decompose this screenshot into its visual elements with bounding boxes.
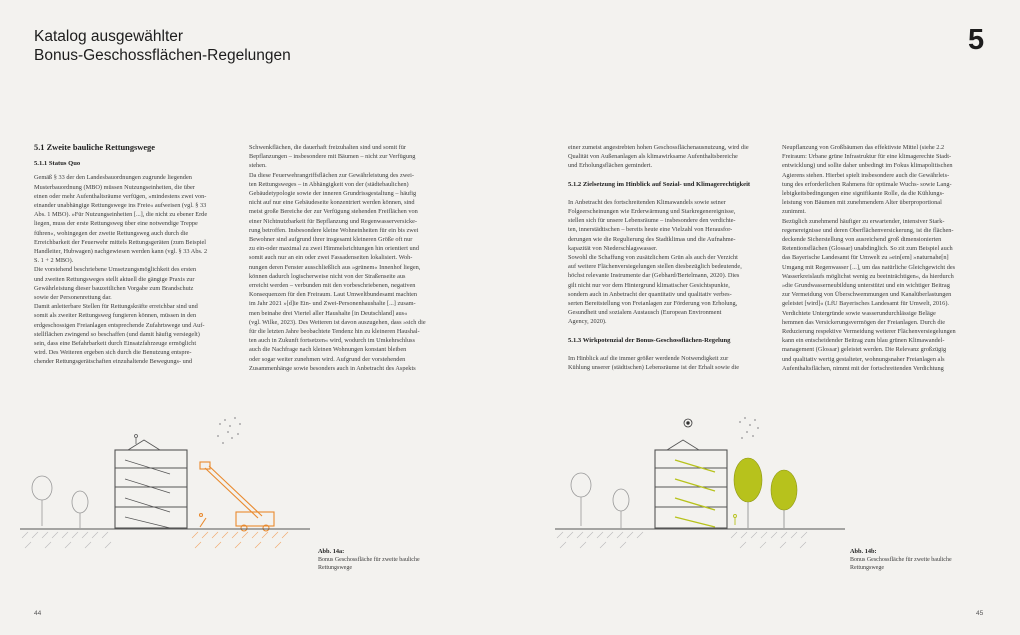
page-title — [34, 27, 291, 65]
column-3-body-c — [568, 354, 780, 372]
text-line: stellen sich für unsere Lebensräume – insbesondere den verdichte- — [568, 217, 736, 225]
text-line: leistung von Bäumen mit zunehmendem Alter überproportional — [782, 199, 942, 207]
text-line: nungen deren Fenster ausschließlich aus »grünem« Innenhof liegen, — [249, 263, 421, 271]
text-line: Reduzierung respektive Vermeidung weiterer Flächenversiegelungen — [782, 328, 956, 336]
column-3-body-b — [568, 198, 780, 327]
text-line: »die Grundwasserneubildung unterstützt und ein wichtiger Beitrag — [782, 282, 950, 290]
text-line: Schwenkflächen, die dauerhaft freizuhalten sind und somit für — [249, 144, 407, 151]
text-line: das Bayerische Landesamt für Umwelt zu »ein[em] »naturnahe[n] — [782, 254, 949, 262]
text-line: Umgang mit Regenwasser [...], um das natürliche Gleichgewicht des — [782, 263, 956, 271]
text-line: Wasserkreislaufs möglichst wenig zu beeinträchtigen«, da hierdurch — [782, 272, 954, 280]
column-1-body — [34, 173, 246, 366]
text-line: einander unabhängige Rettungswege ins Freie« aufweisen (vgl. § 33 — [34, 202, 207, 210]
text-line: zur Vermeidung von Überschwemmungen und Kanalüberlastungen — [782, 291, 952, 299]
text-line: hemmen das Versickerungsvermögen der Freianlagen. Durch die — [782, 318, 946, 326]
text-line: und zweiten Rettungsweges stellt aktuell die gängige Praxis zur — [34, 275, 195, 283]
text-line: Kühlung unserer (städtischen) Lebensräume ist der Erhalt sowie die — [568, 364, 740, 372]
text-line: Konsequenzen für den Freiraum. Laut Umweltbundesamt machten — [249, 291, 418, 299]
text-line: tung des erforderlichen Rahmens für optimale Wuchs- sowie Lang- — [782, 180, 952, 188]
text-line: Agierens stehen. Hierbei spielt insbesondere auch die Gewährleis- — [782, 171, 950, 179]
text-line: nicht auf nur eine Gebäudeseite konzentriert werden können, sind — [249, 199, 415, 207]
text-line: Bewohner sind aufgrund ihrer insgesamt kleineren Größe oft nur — [249, 236, 413, 244]
text-line: wird. Des Weiteren ergeben sich durch die Benutzung entspre- — [34, 349, 192, 357]
subheading-status-quo: 5.1.1 Status Quo — [34, 160, 81, 168]
text-line: kann ein entscheidender Beitrag zum blau grünen Klimawandel- — [782, 337, 945, 345]
text-line: zu ein-oder maximal zu zwei Himmelsrichtungen hin orientiert und — [249, 245, 419, 253]
text-line: Gesundheit und sozialem Austausch (European Environment — [568, 309, 722, 317]
text-line: und qualitativ wertig gestalteter, wohnungsnaher Freianlagen als — [782, 355, 945, 363]
subheading-zielsetzung: 5.1.2 Zielsetzung im Hinblick auf Sozial- und Klimagerechtigkeit — [568, 180, 751, 188]
text-line: und Erholungsflächen gemindert. — [568, 162, 653, 170]
text-line: management (Glossar) geleistet werden. Die Relevanz großzügig — [782, 346, 947, 354]
person-icon — [734, 515, 737, 526]
page-number-right: 45 — [976, 610, 984, 617]
text-line: Agency, 2020). — [568, 318, 607, 326]
text-line: S. 1 + 2 MBO). — [34, 257, 74, 265]
tree-icon — [32, 476, 88, 528]
text-line: können dadurch logischerweise nicht von der Straßenseite aus — [249, 272, 406, 280]
text-line: Erreichbarkeit der Feuerwehr mittels Rettungsgeräten (zum Beispiel — [34, 238, 207, 246]
large-tree-icon — [734, 458, 797, 528]
text-line: Freiraum: Urbane grüne Infrastruktur für eine klimagerechte Stadt- — [782, 153, 952, 161]
text-column-1 — [34, 143, 246, 367]
text-line: Gemäß § 33 der den Landesbauordnungen zugrunde liegenden — [34, 174, 192, 182]
text-line: sondern auch in Anbetracht der quantitativ und qualitativ verbes- — [568, 290, 732, 298]
building-section — [115, 440, 187, 528]
text-line: Aufenthaltsflächen, nimmt mit der fortschreitenden Verdichtung — [782, 364, 944, 372]
text-line: Folgeerscheinungen wie Erderwärmung und Starkregenereignisse, — [568, 208, 736, 216]
text-line: stellflächen zwingend so beschaffen (und damit häufig versiegelt) — [34, 330, 200, 338]
text-column-2 — [249, 143, 461, 373]
text-line: Die vorstehend beschriebene Umsetzungsmöglichkeit des ersten — [34, 266, 197, 274]
figure-14b-caption-line-2: Rettungswege — [850, 565, 884, 572]
text-line: Zusammenhänge sowie besonders auch in Anbetracht des Aspekts — [249, 364, 416, 372]
figure-14a-caption-line-2: Rettungswege — [318, 565, 352, 572]
text-line: sowie der Personenrettung dar. — [34, 294, 112, 302]
soil-hatching — [557, 532, 807, 548]
text-line: geleistet [wird]« (LfU Bayerisches Landesamt für Umwelt, 2016). — [782, 300, 949, 308]
text-line: In Anbetracht des fortschreitenden Klimawandels sowie seiner — [568, 198, 726, 206]
text-line: deckende Sicherstellung von ausreichend groß dimensionierten — [782, 236, 942, 244]
soil-hatching — [22, 532, 111, 548]
text-line: lebigkeitsbedingungen eine signifikante Rolle, da die Kühlungs- — [782, 190, 945, 198]
text-line: sein, dass eine Befahrbarkeit durch Einsatzfahrzeuge ermöglicht — [34, 340, 197, 348]
text-line: Gebäudetypologie sowie der inneren Grundrissgestaltung – häufig — [249, 190, 417, 198]
text-line: im Jahr 2021 »[d]ie Ein- und Zwei-Personenhaushalte [...] zusam- — [249, 300, 416, 308]
figure-14a-illustration — [20, 410, 310, 570]
text-line: chender Rettungsgerätschaften einzuhaltende Bewegungs- und — [34, 358, 193, 366]
text-line: (vgl. Wilke, 2023). Des Weiteren ist davon auszugehen, dass »sich die — [249, 318, 426, 326]
text-line: auf weitere Flächenversiegelungen stellen diesbezüglich bedeutende, — [568, 263, 742, 271]
text-line: zunimmt. — [782, 208, 806, 216]
text-line: führen«, wohingegen der zweite Rettungsweg auch durch die — [34, 229, 189, 237]
title-line-1: Katalog ausgewählter — [34, 28, 184, 45]
figure-14b-label: Abb. 14b: — [850, 548, 877, 555]
figure-14b-caption — [850, 548, 952, 573]
text-line: Abs. 1 MBO). »Für Nutzungseinheiten [...], die nicht zu ebener Erde — [34, 211, 208, 219]
title-line-2: Bonus-Geschossflächen-Regelungen — [34, 47, 291, 64]
subheading-wirkpotenzial: 5.1.3 Wirkpotenzial der Bonus-Geschossflächen-Regelung — [568, 336, 731, 344]
text-line: Bepflanzungen – insbesondere mit Bäumen – nicht zur Verfügung — [249, 153, 416, 161]
text-line: derungen wie die Regulierung des Stadtklimas und die Aufnahme- — [568, 235, 736, 243]
rooftop-symbol-icon — [684, 419, 692, 427]
text-line: ten, innerstädtischen – bereits heute eine Vielzahl von Herausfor- — [568, 226, 733, 234]
text-line: kapazität von Niederschlagswasser. — [568, 244, 658, 252]
text-line: Sowohl die Schaffung von zusätzlichem Grün als auch der Verzicht — [568, 254, 738, 262]
text-line: Verdichtete Untergründe sowie wasserundurchlässige Beläge — [782, 309, 936, 317]
text-line: somit auch nur an ein oder zwei Fassadenseiten lokalisiert. Woh- — [249, 254, 413, 262]
text-line: einer zumeist angestrebten hohen Geschossflächenausnutzung, wird die — [568, 144, 749, 151]
text-line: somit als zweiter Rettungsweg fungieren können, müssen in den — [34, 312, 197, 320]
person-icon — [135, 435, 138, 445]
text-line: Gewährleistung dieser bauzeitlichen Vorgabe zum Brandschutz — [34, 284, 194, 292]
text-line: auch die Nachfrage nach kleinen Wohnungen konstant bleiben — [249, 346, 407, 354]
sealed-area-hatching — [192, 532, 288, 548]
fire-truck-icon — [200, 462, 275, 531]
text-line: rung betroffen. Insbesondere kleine Wohneinheiten für ein bis zwei — [249, 226, 419, 234]
smoke-dots — [739, 417, 759, 439]
text-line: für die letzten Jahre beobachtete Tendenz hin zu kleineren Haushal- — [249, 328, 420, 336]
text-line: erreicht werden – verbunden mit den vorbeschriebenen, negativen — [249, 282, 416, 290]
text-line: höchst relevante Instrumente dar (Gebhard/Bertelmann, 2020). Dies — [568, 272, 740, 280]
column-2-body — [249, 143, 461, 373]
figure-14a-caption — [318, 548, 420, 573]
text-line: stehen. — [249, 162, 267, 170]
figure-14b-illustration — [555, 410, 845, 570]
text-line: Neupflanzung von Großbäumen das effektivste Mittel (siehe 2.2 — [782, 144, 945, 151]
figure-14b-caption-line-1: Bonus Geschossfläche für zweite bauliche — [850, 557, 952, 564]
text-line: liegen, muss der erste Rettungsweg über eine notwendige Treppe — [34, 220, 198, 228]
tree-icon — [571, 473, 629, 528]
text-line: entwicklung) und sollte daher unbedingt im Fokus klimapolitischen — [782, 162, 953, 170]
text-line: erdgeschossigen Freianlagen entsprechende Zufahrtswege und Auf- — [34, 321, 205, 329]
text-line: meist große Bereiche der zur Verfügung stehenden Freiflächen von — [249, 208, 418, 216]
text-line: Im Hinblick auf die immer größer werdende Notwendigkeit zur — [568, 354, 729, 362]
text-line: ten Rettungsweges – in Abhängigkeit von der (städtebaulichen) — [249, 180, 409, 188]
column-3-body-a — [568, 143, 780, 171]
text-line: regenereignisse und deren Oberflächenversickerung, ist die flächen- — [782, 226, 954, 234]
text-line: serten Bereitstellung von Freianlagen zur Förderung von Erholung, — [568, 300, 738, 308]
text-line: Bezüglich zunehmend häufiger zu erwartender, intensiver Stark- — [782, 217, 945, 225]
smoke-dots — [217, 417, 241, 444]
text-column-3 — [568, 143, 780, 372]
inner-staircase — [675, 460, 715, 527]
text-line: einer Nichtnutzbarkeit für Bepflanzung und Regenwasserversicke- — [249, 217, 418, 225]
page-number-left: 44 — [34, 610, 42, 617]
text-line: Damit anleiterbare Stellen für Rettungskräfte erreichbar sind und — [34, 303, 198, 311]
text-line: Da diese Feuerwehrangriffsflächen zur Gewährleistung des zwei- — [249, 171, 414, 179]
column-4-body — [782, 143, 994, 373]
text-line: einen oder mehr Aufenthaltsräume verfügen, »mindestens zwei von- — [34, 192, 207, 200]
text-line: Retentionsflächen (Glossar) unabdinglich. So zit zum Beispiel auch — [782, 245, 953, 253]
text-column-4 — [782, 143, 994, 373]
text-line: oder sogar weiter zunehmen wird. Aufgrund der vorstehenden — [249, 355, 406, 363]
text-line: Qualität von Außenanlagen als klimawirksame Aufenthaltsbereiche — [568, 153, 738, 161]
figure-14a-caption-line-1: Bonus Geschossfläche für zweite bauliche — [318, 557, 420, 564]
text-line: men beinahe drei Viertel aller Haushalte [in Deutschland] aus« — [249, 309, 408, 317]
text-line: Handleiter, Hubwagen) nachgewiesen werden kann (vgl. § 33 Abs. 2 — [34, 248, 208, 256]
figure-14a-label: Abb. 14a: — [318, 548, 345, 555]
text-line: Musterbauordnung (MBO) müssen Nutzungseinheiten, die über — [34, 183, 195, 191]
chapter-number: 5 — [968, 24, 985, 56]
section-heading: 5.1 Zweite bauliche Rettungswege — [34, 143, 155, 152]
text-line: gilt nicht nur vor dem Hintergrund klimatischer Gesichtspunkte, — [568, 281, 730, 289]
text-line: ten auch in Zukunft fortsetzen« wird, wodurch im Umkehrschluss — [249, 337, 415, 345]
